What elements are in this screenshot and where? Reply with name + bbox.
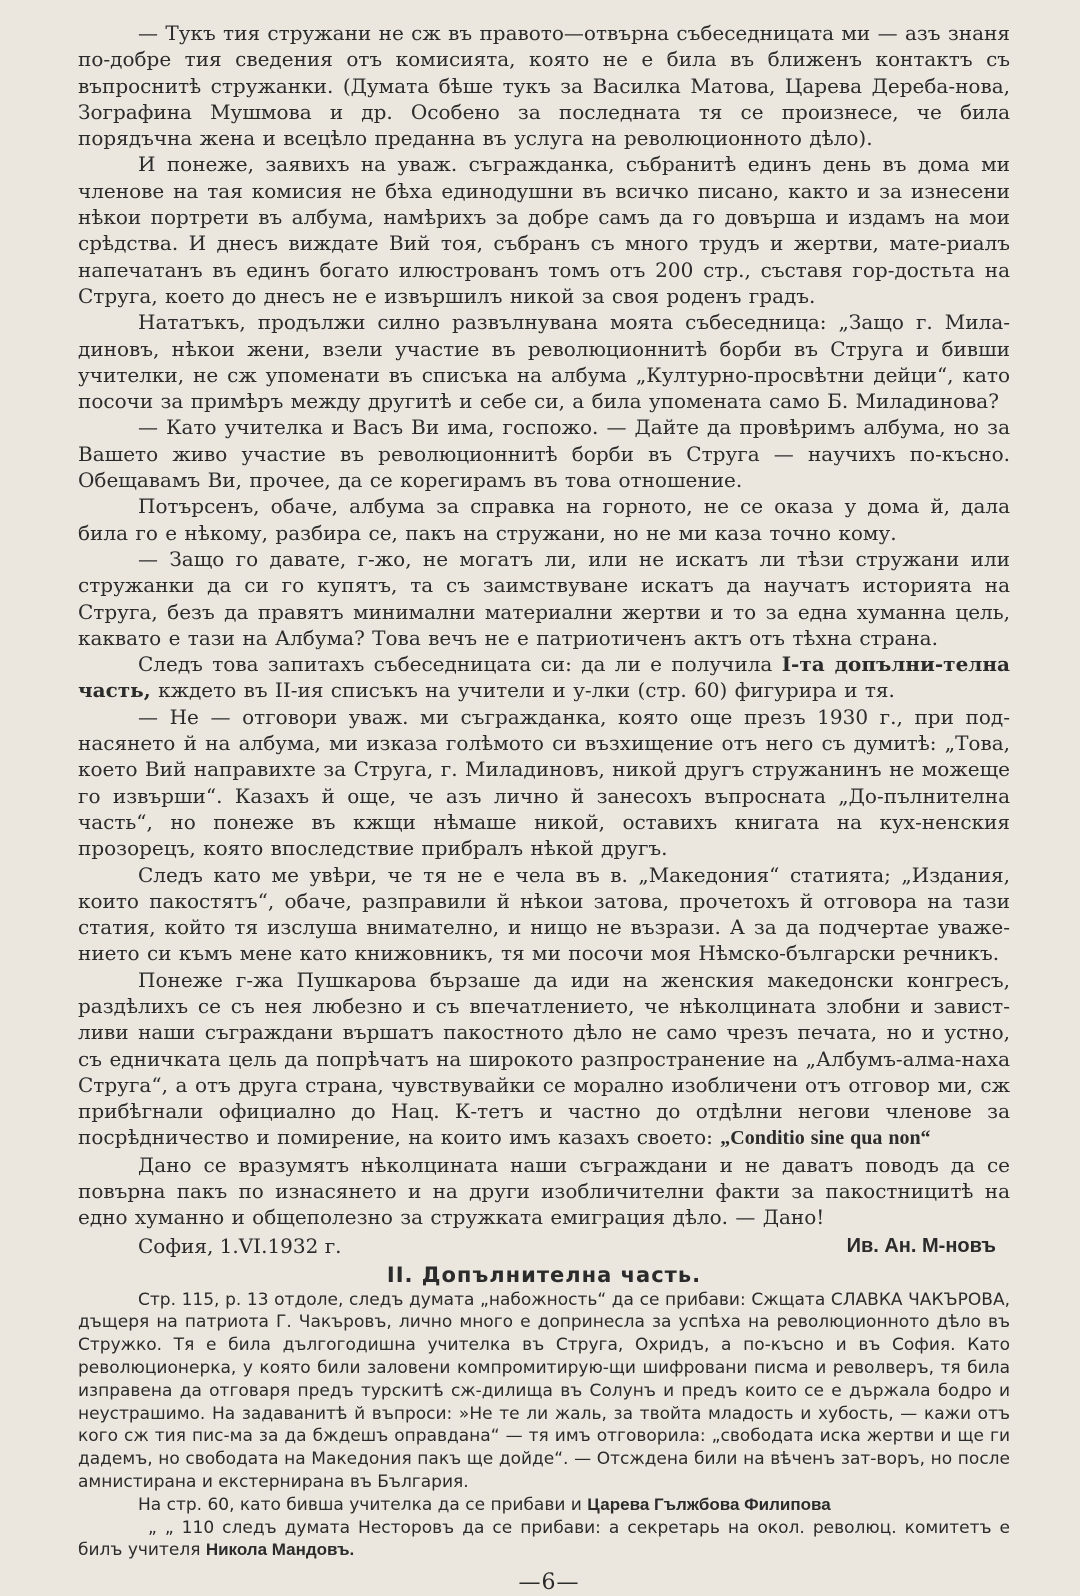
paragraph: Дано се вразумятъ нѣколцината наши съграждани и не даватъ поводъ да се повърна пакъ по изнасянето и на други изобличителни факти за пакостницитѣ на едно хуманно и общеполезно за стружката емиграция дѣло. — Дано!	[78, 1152, 1010, 1230]
latin-phrase: „Conditio sine qua non“	[720, 1127, 931, 1150]
paragraph: Нататъкъ, продължи силно развълнувана моята събеседница: „Защо г. Мила-диновъ, нѣкои жени, взели участие въ революционнитѣ борби въ Струга и бивши учителки, не сж упоменати въ списъка на албума „Културно-просвѣтни дейци“, като посочи за примѣръ между другитѣ и себе си, а била упомената само Б. Миладинова?	[78, 310, 1010, 414]
section-title: II. Допълнителна часть.	[386, 1262, 702, 1287]
supplement-text	[78, 1289, 1010, 1563]
signature-line	[78, 1233, 1010, 1259]
paragraph-text: На стр. 60, като бивша учителка да се прибави и	[138, 1494, 582, 1515]
paragraph: Стр. 115, р. 13 отдоле, следъ думата „набожность“ да се прибави: Сжщата СЛАВКА ЧАКЪРОВА, дъщеря на патриота Г. Чакъровъ, лично много е допринесла за успѣха на революционното дѣло въ Стружко. Тя е била дългогодишна учителка въ Струга, Охридъ, а по-късно и въ София. Като революционерка, у която били заловени компромитирую-щи шифровани писма и револверъ, тя била изправена да отговаря предъ турскитѣ сж-дилища въ Солунъ и предъ които се е държала бодро и неустрашимо. На задаванитѣ й въпроси: »Не те ли жаль, за твойта младость и хубость, — кажи отъ кого сж тия пис-ма за да бждешъ оправдана“ — тя имъ отговорила: „свободата иска жертви и ще ги дадемъ, но свободата на Македония пакъ ще дойде“. — Отсждена били на вѣченъ зат-воръ, но после амнистирана и екстернирана въ България.	[78, 1289, 1010, 1493]
paragraph	[78, 1494, 1010, 1517]
paragraph-text: Следъ това запитахъ събеседницата си: да ли е получила	[138, 652, 773, 677]
paragraph-text: Понеже г-жа Пушкарова бързаше да иди на женския македонски конгресъ, раздѣлихъ се съ нея любезно и съ впечатлението, че нѣколцината злобни и завист-ливи наши съграждани вършатъ пакостното дѣло не само чрезъ печата, но и устно, съ едничката цель да попрѣчатъ на широкото разпространение на „Албумъ-алма-наха Струга“, а отъ друга страна, чувствувайки се морално изобличени отъ отговор ми, сж прибѣгнали официално до Нац. К-тетъ и частно до отдѣлни негови членове за посрѣдничество и помирение, на които имъ казахъ своето:	[78, 967, 1010, 1150]
bold-name: Царева Гължбова Филипова	[587, 1494, 831, 1514]
paragraph	[78, 1517, 1010, 1563]
paragraph: — Тукъ тия стружани не сж въ правото—отвърна събеседницата ми — азъ знаня по-добре тия сведения отъ комисията, която не е била въ ближенъ контактъ съ въпроснитѣ стружанки. (Думата бѣше тукъ за Василка Матова, Царева Дереба-нова, Зографина Мушмова и др. Особено за последната тя се произнесе, че била порядъчна жена и всецѣло преданна въ услуга на революционното дѣло).	[78, 21, 1010, 151]
page-number: —6—	[518, 1570, 580, 1596]
signature: Ив. Ан. М-новъ	[846, 1234, 996, 1257]
paragraph-text: „ „ 110 следъ думата Несторовъ да се прибави: а секретарь на окол. революц. комитетъ е билъ учителя	[78, 1517, 1010, 1561]
paragraph-text: кждето въ II-ия списъкъ на учители и у-лки (стр. 60) фигурира и тя.	[158, 678, 895, 703]
paragraph: И понеже, заявихъ на уваж. съгражданка, събранитѣ единъ день въ дома ми членове на тая комисия не бѣха единодушни въ всичко писано, както и за изнесени нѣкои портрети въ албума, намѣрихъ за добре самъ да го довърша и издамъ на мои срѣдства. И днесъ виждате Вий тоя, събранъ съ много трудъ и жертви, мате-риалъ напечатанъ въ единъ богато илюстрованъ томъ отъ 200 стр., съставя гор-достьта на Струга, което до днесъ не е извършилъ никой за своя роденъ градъ.	[78, 152, 1010, 308]
paragraph: Следъ като ме увѣри, че тя не е чела въ в. „Македония“ статията; „Издания, които пакостятъ“, обаче, разправили й нѣкои затова, прочетохъ й отговора на тази статия, който тя изслуша внимателно, и нищо не възрази. А за да подчертае уваже-нието си къмъ мене като книжовникъ, тя ми посочи моя Нѣмско-български речникъ.	[78, 862, 1010, 966]
paragraph	[78, 967, 1010, 1152]
bold-name: Никола Мандовъ.	[205, 1540, 355, 1560]
paragraph: — Не — отговори уваж. ми съгражданка, която още презъ 1930 г., при под-насянето й на албума, ми изказа голѣмото си възхищение отъ него съ думитѣ: „Това, което Вий направихте за Струга, г. Миладиновъ, никой другъ стружанинъ не можеще го извърши“. Казахъ й още, че азъ лично й занесохъ въпросната „До-пълнителна часть“, но понеже въ кжщи нѣмаше никой, оставихъ книгата на кух-ненския прозорецъ, която впоследствие прибралъ нѣкой другъ.	[78, 704, 1010, 861]
paragraph: Потърсенъ, обаче, албума за справка на горното, не се оказа у дома й, дала била го е нѣкому, разбира се, пакъ на стружани, но не ми каза точно кому.	[78, 494, 1010, 545]
paragraph: — Като учителка и Васъ Ви има, госпожо. — Дайте да провѣримъ албума, но за Вашето живо участие въ революционнитѣ борби въ Струга — научихъ по-късно. Обещавамъ Ви, прочее, да се корегирамъ въ това отношение.	[78, 415, 1010, 493]
main-text	[78, 20, 1010, 1231]
paragraph: — Защо го давате, г-жо, не могатъ ли, или не искатъ ли тѣзи стружани или стружанки да си го купятъ, та съ заимствуване искатъ да научатъ историята на Струга, безъ да правятъ минимални материални жертви и то за една хуманна цель, каквато е тази на Албума? Това вечъ не е патриотиченъ актъ отъ тѣхна страна.	[78, 546, 1010, 650]
place-date: София, 1.VI.1932 г.	[138, 1233, 342, 1258]
bold-reference: I-та допълни-телна часть,	[78, 652, 1010, 703]
paragraph	[78, 651, 1010, 704]
